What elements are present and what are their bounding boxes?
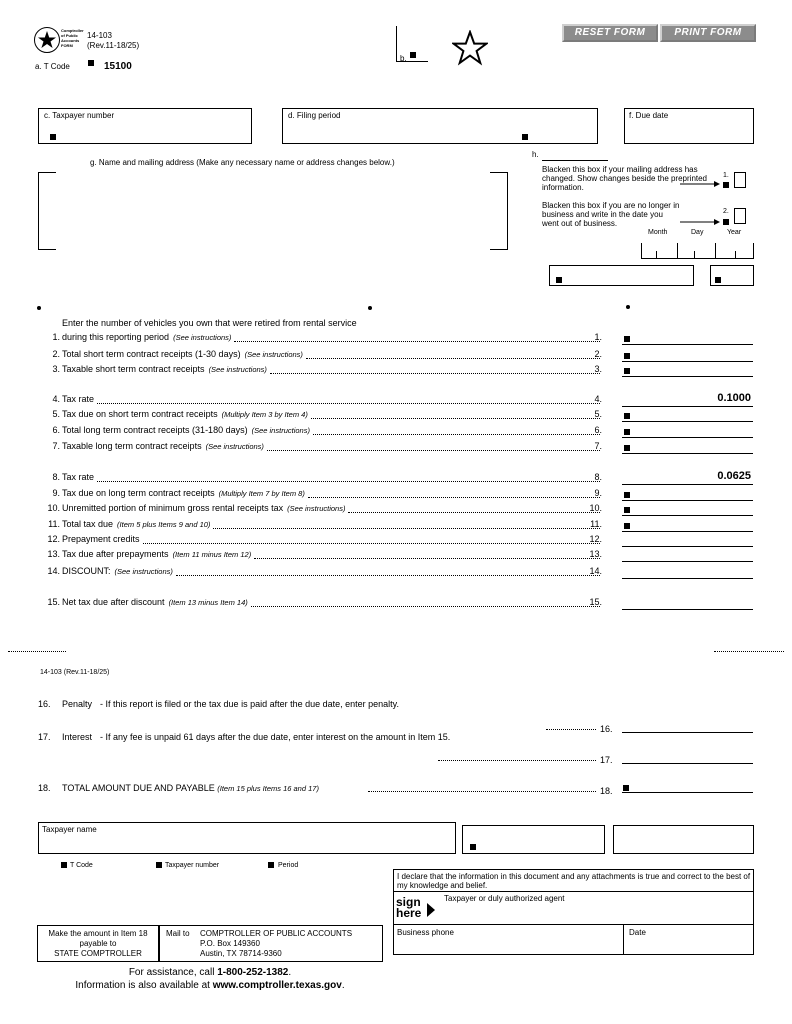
- item-number: 10.: [47, 503, 60, 513]
- sign-arrow-icon: [427, 903, 435, 917]
- h-label: h.: [532, 150, 539, 159]
- item-text: Total long term contract receipts (31-180 days): [62, 425, 248, 435]
- footer-period-label: Period: [278, 862, 299, 869]
- business-phone-field[interactable]: [394, 936, 623, 954]
- item-row: [40, 425, 756, 439]
- tcode-label: a. T Code: [35, 62, 70, 71]
- lower-form-revision: 14-103 (Rev.11-18/25): [40, 669, 110, 676]
- declaration-divider: [393, 891, 754, 892]
- item-row: [40, 488, 756, 502]
- item-row: [40, 332, 756, 346]
- assistance-suffix: .: [288, 967, 292, 978]
- item-17-leader: [438, 760, 596, 761]
- item-leader: [348, 512, 600, 513]
- item-leader: [313, 434, 600, 435]
- here-text: here: [396, 906, 422, 920]
- item-leader: [306, 358, 600, 359]
- item-amount-field[interactable]: [622, 349, 753, 362]
- item-17-text: Interest: [62, 732, 93, 742]
- registration-dot: [37, 306, 41, 310]
- item-number: 9.: [52, 488, 60, 498]
- address-changed-marker: [723, 182, 729, 188]
- info-suffix: .: [341, 980, 345, 991]
- name-address-label: g. Name and mailing address (Make any necessary name or address changes below.): [90, 158, 395, 167]
- item-amount-field[interactable]: [622, 409, 753, 422]
- item-number: 2.: [52, 349, 60, 359]
- item-number: 8.: [52, 472, 60, 482]
- item-text: DISCOUNT:: [62, 566, 111, 576]
- item-label: [62, 472, 94, 482]
- item-label: [62, 349, 303, 359]
- item-instructions: (See instructions): [114, 567, 173, 576]
- item-label: [62, 441, 264, 451]
- b-marker: [410, 52, 416, 58]
- item-amount-field[interactable]: [622, 332, 753, 345]
- footer-field-1-marker: [470, 844, 476, 850]
- item-number: 4.: [52, 394, 60, 404]
- address-bracket-left: [38, 172, 56, 250]
- item-number: 15.: [47, 597, 60, 607]
- tear-line-left: [8, 651, 66, 652]
- registration-dot: [626, 305, 630, 309]
- taxpayer-name-label: Taxpayer name: [42, 825, 97, 834]
- item-right-number: 4.: [594, 394, 602, 404]
- item-right-number: 9.: [594, 488, 602, 498]
- date-out-of-business-field[interactable]: [641, 243, 754, 259]
- footer-field-1[interactable]: [462, 825, 605, 854]
- comptroller-seal-logo: [34, 27, 60, 53]
- item-marker: [624, 353, 630, 359]
- item-amount-field[interactable]: [622, 597, 753, 610]
- item-instructions: (See instructions): [251, 426, 310, 435]
- item-value: 0.0625: [717, 470, 751, 482]
- item-leader: [234, 341, 600, 342]
- item-right-number: 11.: [590, 519, 602, 529]
- item-18-text: [62, 783, 319, 793]
- item-label: [62, 488, 305, 498]
- item-amount-field[interactable]: [622, 441, 753, 454]
- item-16-number: 16.: [38, 699, 51, 709]
- tcode-marker: [88, 60, 94, 66]
- footer-taxpayer-number-label: Taxpayer number: [165, 862, 220, 869]
- extra-field-1[interactable]: [549, 265, 694, 286]
- item-18-instructions: (Item 15 plus Items 16 and 17): [217, 784, 319, 793]
- extra-field-1-marker: [556, 277, 562, 283]
- item-row: [40, 597, 756, 611]
- item-label: [62, 364, 267, 374]
- print-form-button[interactable]: PRINT FORM: [660, 24, 756, 42]
- item-amount-field[interactable]: [622, 534, 753, 547]
- item-row: [40, 349, 756, 363]
- item-text: during this reporting period: [62, 332, 170, 342]
- name-address-field[interactable]: [58, 174, 488, 248]
- signature-divider: [393, 924, 754, 925]
- item-17-field[interactable]: [622, 751, 753, 764]
- item-number: 13.: [47, 549, 60, 559]
- assistance-phone: 1-800-252-1382: [217, 967, 289, 978]
- item-right-number: 7.: [594, 441, 602, 451]
- footer-taxpayer-number-marker: [156, 862, 162, 868]
- declaration-text: I declare that the information in this document and any attachments is true and correct to the best of my knowledge and belief.: [397, 872, 751, 890]
- item-instructions: (Multiply Item 3 by Item 4): [221, 410, 308, 419]
- item-17-right-number: 17.: [600, 755, 613, 765]
- info-line: [0, 980, 420, 991]
- item-number: 12.: [47, 534, 60, 544]
- mail-to-label: Mail to: [166, 929, 190, 938]
- item-leader: [311, 418, 600, 419]
- item-instructions: (See instructions): [244, 350, 303, 359]
- tear-line-right: [714, 651, 784, 652]
- due-date-label: f. Due date: [629, 111, 669, 120]
- item-label: [62, 332, 231, 342]
- item-right-number: 14.: [589, 566, 602, 576]
- item-16-text: Penalty: [62, 699, 93, 709]
- item-marker: [624, 492, 630, 498]
- sign-here-icon: [396, 897, 421, 919]
- item-amount-field[interactable]: [622, 503, 753, 516]
- item-text: Tax rate: [62, 472, 95, 482]
- item-leader: [308, 497, 600, 498]
- item-18-number: 18.: [38, 783, 51, 793]
- taxpayer-number-marker: [50, 134, 56, 140]
- item-16-leader: [546, 729, 596, 730]
- item-text: Net tax due after discount: [62, 597, 165, 607]
- item-label: [62, 597, 248, 607]
- item-label: [62, 534, 140, 544]
- year-label: Year: [727, 229, 742, 236]
- taxpayer-name-field[interactable]: [38, 822, 456, 854]
- filing-period-label: d. Filing period: [288, 111, 341, 120]
- item-marker: [624, 429, 630, 435]
- item-instructions: (See instructions): [287, 504, 346, 513]
- item-instructions: (See instructions): [205, 442, 264, 451]
- item-right-number: 12.: [589, 534, 602, 544]
- item-18-leader: [368, 791, 596, 792]
- item-16-field[interactable]: [622, 720, 753, 733]
- item-amount-field[interactable]: [622, 394, 753, 407]
- item-17-number: 17.: [38, 732, 51, 742]
- item-amount-field[interactable]: [622, 519, 753, 532]
- agent-label: Taxpayer or duly authorized agent: [444, 894, 565, 903]
- item-text: Unremitted portion of minimum gross rental receipts tax: [62, 503, 284, 513]
- date-label: Date: [629, 928, 646, 937]
- item-number: 1.: [52, 332, 60, 342]
- payable-line-1: Make the amount in Item 18: [48, 929, 148, 938]
- b-label: b.: [400, 54, 407, 63]
- item-label: [62, 549, 251, 559]
- item-text: Tax rate: [62, 394, 95, 404]
- item-16-description: - If this report is filed or the tax due is paid after the due date, enter penalty.: [100, 699, 400, 709]
- item-marker: [624, 507, 630, 513]
- item-right-number: 8.: [594, 472, 602, 482]
- item-right-number: 13.: [589, 549, 602, 559]
- extra-field-2-marker: [715, 277, 721, 283]
- out-of-business-text: Blacken this box if you are no longer in business and write in the date you went out of business.: [542, 201, 680, 228]
- item-marker: [624, 368, 630, 374]
- item-leader: [97, 481, 600, 482]
- item-amount-field[interactable]: [622, 488, 753, 501]
- payable-line-3: STATE COMPTROLLER: [54, 949, 142, 958]
- item-label: [62, 566, 173, 576]
- arrow-icon: [680, 180, 720, 188]
- item-instructions: (See instructions): [173, 333, 232, 342]
- item-right-number: 3.: [594, 364, 602, 374]
- day-label: Day: [691, 229, 704, 236]
- tcode-value: 15100: [104, 61, 132, 72]
- item-18-label: TOTAL AMOUNT DUE AND PAYABLE: [62, 783, 215, 793]
- item-leader: [176, 575, 600, 576]
- out-of-business-checkbox[interactable]: [734, 208, 746, 224]
- footer-tcode-marker: [61, 862, 67, 868]
- item-right-number: 2.: [594, 349, 602, 359]
- item-leader: [213, 528, 600, 529]
- item-16-right-number: 16.: [600, 724, 613, 734]
- item-marker: [624, 523, 630, 529]
- item-instructions: (See instructions): [208, 365, 267, 374]
- item-right-number: 5.: [594, 409, 602, 419]
- item-number: 5.: [52, 409, 60, 419]
- item-18-right-number: 18.: [600, 786, 613, 796]
- payable-line-2: payable to: [79, 939, 117, 948]
- form-revision: (Rev.11-18/25): [87, 41, 140, 50]
- address-changed-num: 1.: [723, 172, 729, 179]
- item-instructions: (Item 13 minus Item 14): [168, 598, 248, 607]
- item-right-number: 6.: [594, 425, 602, 435]
- address-changed-checkbox[interactable]: [734, 172, 746, 188]
- item-leader: [267, 450, 600, 451]
- item-right-number: 10.: [589, 503, 602, 513]
- footer-field-2[interactable]: [613, 825, 754, 854]
- item-right-number: 15.: [589, 597, 602, 607]
- star-icon: [452, 30, 488, 66]
- item-text: Prepayment credits: [62, 534, 140, 544]
- registration-dot: [368, 306, 372, 310]
- out-of-business-marker: [723, 219, 729, 225]
- item-marker: [624, 413, 630, 419]
- item-number: 11.: [48, 519, 60, 529]
- reset-form-button[interactable]: RESET FORM: [562, 24, 658, 42]
- arrow-icon: [680, 218, 720, 226]
- filing-period-marker: [522, 134, 528, 140]
- item-label: [62, 519, 210, 529]
- item-leader: [143, 543, 600, 544]
- item-label: [62, 425, 310, 435]
- item-instructions: (Multiply Item 7 by Item 8): [218, 489, 305, 498]
- item-leader: [97, 403, 600, 404]
- item-row: [40, 503, 756, 517]
- item-instructions: (Item 11 minus Item 12): [172, 550, 252, 559]
- item-number: 7.: [52, 441, 60, 451]
- sign-text: sign: [396, 895, 421, 909]
- signature-field[interactable]: [440, 904, 753, 924]
- taxpayer-number-label: c. Taxpayer number: [44, 111, 115, 120]
- item-marker: [624, 336, 630, 342]
- item-text: Taxable short term contract receipts: [62, 364, 205, 374]
- item-row: [40, 472, 756, 486]
- out-of-business-num: 2.: [723, 208, 729, 215]
- item-number: 3.: [52, 364, 60, 374]
- item-row: [40, 566, 756, 580]
- info-prefix: Information is also available at: [75, 980, 210, 991]
- item-1-line1: Enter the number of vehicles you own that were retired from rental service: [62, 318, 357, 328]
- item-row: [40, 519, 756, 533]
- h-line: [542, 160, 608, 161]
- item-row: [40, 534, 756, 548]
- item-number: 14.: [47, 566, 60, 576]
- item-text: Total tax due: [62, 519, 114, 529]
- item-leader: [270, 373, 600, 374]
- month-label: Month: [648, 229, 668, 236]
- item-number: 6.: [52, 425, 60, 435]
- mail-line-3: Austin, TX 78714-9360: [200, 949, 282, 958]
- item-18-field[interactable]: [622, 780, 753, 793]
- item-text: Tax due on long term contract receipts: [62, 488, 215, 498]
- item-amount-field[interactable]: [622, 425, 753, 438]
- item-amount-field[interactable]: [622, 566, 753, 579]
- item-amount-field[interactable]: [622, 549, 753, 562]
- item-amount-field[interactable]: [622, 364, 753, 377]
- item-text: Taxable long term contract receipts: [62, 441, 202, 451]
- item-row: [40, 409, 756, 423]
- item-row: [40, 394, 756, 408]
- form-number: 14-103: [87, 31, 112, 40]
- item-marker: [624, 445, 630, 451]
- item-amount-field[interactable]: [622, 472, 753, 485]
- address-bracket-right: [490, 172, 508, 250]
- item-label: [62, 503, 345, 513]
- phone-date-divider: [623, 924, 624, 955]
- item-text: Tax due after prepayments: [62, 549, 169, 559]
- mail-line-2: P.O. Box 149360: [200, 939, 260, 948]
- item-instructions: (Item 5 plus Items 9 and 10): [117, 520, 211, 529]
- assistance-prefix: For assistance, call: [128, 967, 215, 978]
- item-right-number: 1.: [594, 332, 602, 342]
- item-row: [40, 441, 756, 455]
- item-leader: [254, 558, 600, 559]
- item-row: [40, 549, 756, 563]
- info-url[interactable]: www.comptroller.texas.gov: [212, 980, 342, 991]
- logo-text: Comptroller of Public Accounts FORM: [61, 28, 84, 48]
- item-label: [62, 409, 308, 419]
- footer-period-marker: [268, 862, 274, 868]
- date-field[interactable]: [625, 936, 753, 954]
- item-17-description: - If any fee is unpaid 61 days after the due date, enter interest on the amount in Item 15.: [100, 732, 451, 742]
- assistance-line: [0, 967, 420, 978]
- item-row: [40, 364, 756, 378]
- item-text: Tax due on short term contract receipts: [62, 409, 218, 419]
- footer-tcode-label: T Code: [70, 862, 93, 869]
- business-phone-label: Business phone: [397, 928, 454, 937]
- item-value: 0.1000: [717, 392, 751, 404]
- item-label: [62, 394, 94, 404]
- address-changed-text: Blacken this box if your mailing address has changed. Show changes beside the preprinted information.: [542, 165, 708, 192]
- mail-line-1: COMPTROLLER OF PUBLIC ACCOUNTS: [200, 929, 353, 938]
- item-text: Total short term contract receipts (1-30 days): [62, 349, 241, 359]
- item-leader: [251, 606, 600, 607]
